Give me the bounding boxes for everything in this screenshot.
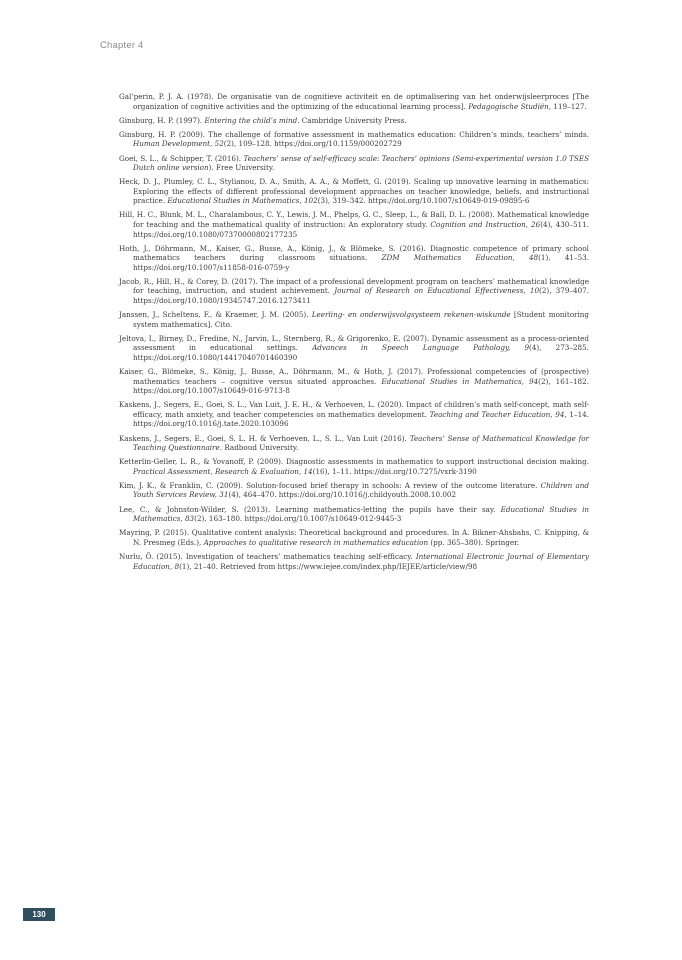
reference-list <box>119 92 589 576</box>
reference-details: (4), 430–511. https://doi.org/10.1080/07370000802177235 <box>133 219 589 239</box>
reference-entry <box>119 434 589 453</box>
reference-details: (3), 319–342. https://doi.org/10.1007/s10649-019-09895-6 <box>317 196 530 206</box>
reference-entry <box>119 116 589 126</box>
reference-details: , 119–127. <box>548 101 587 111</box>
reference-source: Children and Youth Services Review, 31 <box>133 480 590 500</box>
reference-details: [Student monitoring system mathematics]. Cito. <box>133 310 590 329</box>
chapter-header: Chapter 4 <box>100 40 144 51</box>
reference-source: Educational Studies in Mathematics, 83 <box>133 504 589 524</box>
reference-text: Ketterlin-Geller, L. R., & Yovanoff, P. (2009). Diagnostic assessments in mathematics to support instructional decision making. <box>119 457 589 467</box>
reference-entry <box>119 367 589 396</box>
reference-source: Leerling- en onderwijsvolgsysteem rekenen-wiskunde <box>311 310 511 320</box>
reference-entry <box>119 481 589 500</box>
reference-entry <box>119 310 589 329</box>
reference-entry <box>119 457 589 476</box>
reference-source: Educational Studies in Mathematics, 94 <box>381 376 539 386</box>
reference-details: (1), 41–53. https://doi.org/10.1007/s11858-016-0759-y <box>133 253 589 272</box>
reference-source: Teachers’ Sense of Mathematical Knowledge for Teaching Questionnaire <box>133 433 589 453</box>
reference-entry <box>119 277 589 306</box>
reference-source: Human Development, 52 <box>133 139 224 149</box>
reference-entry <box>119 92 589 111</box>
reference-entry <box>119 130 589 149</box>
reference-source: Pedagogische Studiën <box>468 101 549 111</box>
reference-text: Ginsburg, H. P. (2009). The challenge of formative assessment in mathematics education: Children’s minds, teachers’ minds. <box>119 129 589 139</box>
reference-text: Jacob, R., Hill, H., & Corey, D. (2017). The impact of a professional development program on teachers’ mathematical knowledge for teaching, instruction, and student achievement. <box>119 276 589 296</box>
reference-text: Hill, H. C., Blunk, M. L., Charalambous, C. Y., Lewis, J. M., Phelps, G. C., Sleep, L., & Ball, D. L. (2008). Mathematical knowledge for teaching and the mathematical quality of instruction: An exploratory study. <box>119 210 589 229</box>
reference-text: Janssen, J., Scheltens, F., & Kraemer, J. M. (2005). <box>119 310 312 320</box>
reference-text: Kim, J. K., & Franklin, C. (2009). Solution-focused brief therapy in schools: A review of the outcome literature. <box>119 480 541 490</box>
reference-source: Teachers’ sense of self-efficacy scale: Teachers’ opinions (Semi-experimental version 1.0 TSES Dutch online version <box>133 153 589 173</box>
reference-source: Advances in Speech Language Pathology, 9 <box>312 343 530 353</box>
reference-source: Practical Assessment, Research & Evaluation, 14 <box>133 466 313 476</box>
reference-text: Mayring, P. (2015). Qualitative content analysis: Theoretical background and procedures. In A. Bikner-Ahsbahs, C. Knipping, & N. Presmeg (Eds.), <box>119 528 589 547</box>
reference-details: (2), 109–128. https://doi.org/10.1159/000202729 <box>223 139 402 149</box>
reference-details: (4), 273–285. https://doi.org/10.1080/14417040701460390 <box>133 343 589 362</box>
reference-details: . Radboud University. <box>219 443 299 453</box>
reference-entry <box>119 528 589 547</box>
reference-details: (2), 163–180. https://doi.org/10.1007/s10649-012-9445-3 <box>194 514 402 524</box>
reference-source: Cognition and Instruction, 26 <box>430 219 541 229</box>
reference-entry <box>119 154 589 173</box>
reference-details: . Cambridge University Press. <box>297 115 407 125</box>
reference-text: Goei, S. L., & Schipper, T. (2016). <box>119 153 244 163</box>
reference-source: Approaches to qualitative research in mathematics education <box>203 537 429 547</box>
reference-text: Kaiser, G., Blömeke, S., König, J., Busse, A., Döhrmann, M., & Hoth, J. (2017). Professional competencies of (prospective) mathematics teachers – cognitive versus situated approaches. <box>119 367 589 386</box>
reference-entry <box>119 244 589 273</box>
reference-entry <box>119 334 589 363</box>
reference-text: Jeltova, I., Birney, D., Fredine, N., Jarvin, L., Sternberg, R., & Grigorenko, E. (2007). Dynamic assessment as a process-oriented assessment in educational settings. <box>119 333 589 353</box>
page-number: 130 <box>23 908 55 921</box>
reference-entry <box>119 400 589 429</box>
reference-source: ZDM Mathematics Education, 48 <box>381 253 539 263</box>
reference-entry <box>119 177 589 206</box>
reference-text: Gal’perin, P. J. A. (1978). De organisatie van de cognitieve activiteit en de optimalisering van het onderwijsleerproces [The organization of cognitive activities and the optimizing of the educational learning process]. <box>119 92 589 111</box>
reference-details: , 1–14. https://doi.org/10.1016/j.tate.2020.103096 <box>133 409 590 429</box>
reference-text: Kaskens, J., Segers, E., Goei, S. L., Van Luit, J. E. H., & Verhoeven, L. (2020). Impact of children’s math self-concept, math self-efficacy, math anxiety, and teacher competencies on mathematics development. <box>119 400 589 419</box>
reference-details: (2), 379–407. https://doi.org/10.1080/19345747.2016.1273411 <box>133 286 589 305</box>
reference-text: Ginsburg, H. P. (1997). <box>119 115 205 125</box>
reference-details: (4), 464–470. https://doi.org/10.1016/j.childyouth.2008.10.002 <box>228 490 457 500</box>
reference-entry <box>119 210 589 239</box>
reference-entry <box>119 505 589 524</box>
reference-text: Hoth, J., Döhrmann, M., Kaiser, G., Busse, A., König, J., & Blömeke, S. (2016). Diagnostic competence of primary school mathematics teachers during classroom situations. <box>119 243 589 263</box>
reference-source: Journal of Research on Educational Effectiveness, 10 <box>334 286 540 296</box>
reference-source: Teaching and Teacher Education, 94 <box>429 409 565 419</box>
reference-source: Entering the child’s mind <box>204 115 298 125</box>
reference-text: Nurlu, Ö. (2015). Investigation of teachers’ mathematics teaching self-efficacy. <box>119 551 416 561</box>
reference-details: (pp. 365–380). Springer. <box>428 537 520 547</box>
reference-text: Kaskens, J., Segers, E., Goei, S. L. H. & Verhoeven, L., S. L., Van Luit (2016). <box>119 433 410 443</box>
reference-details: ). Free University. <box>208 163 275 173</box>
reference-details: (1), 21–40. Retrieved from https://www.iejee.com/index.php/IEJEE/article/view/98 <box>179 561 478 571</box>
reference-details: (16), 1–11. https://doi.org/10.7275/vxrk-3190 <box>312 466 477 476</box>
reference-text: Heck, D. J., Plumley, C. L., Stylianou, D. A., Smith, A. A., & Moffett, G. (2019). Scaling up innovative learning in mathematics: Exploring the effects of different professional development approaches on teacher knowledge, beliefs, and instructional practice. <box>119 177 589 206</box>
reference-text: Lee, C., & Johnston-Wilder, S. (2013). Learning mathematics-letting the pupils have their say. <box>119 504 501 514</box>
reference-source: Educational Studies in Mathematics, 102 <box>167 196 318 206</box>
reference-entry <box>119 552 589 571</box>
reference-source: International Electronic Journal of Elementary Education, 8 <box>133 551 589 571</box>
reference-details: (2), 161–182. https://doi.org/10.1007/s10649-016-9713-8 <box>133 376 589 396</box>
